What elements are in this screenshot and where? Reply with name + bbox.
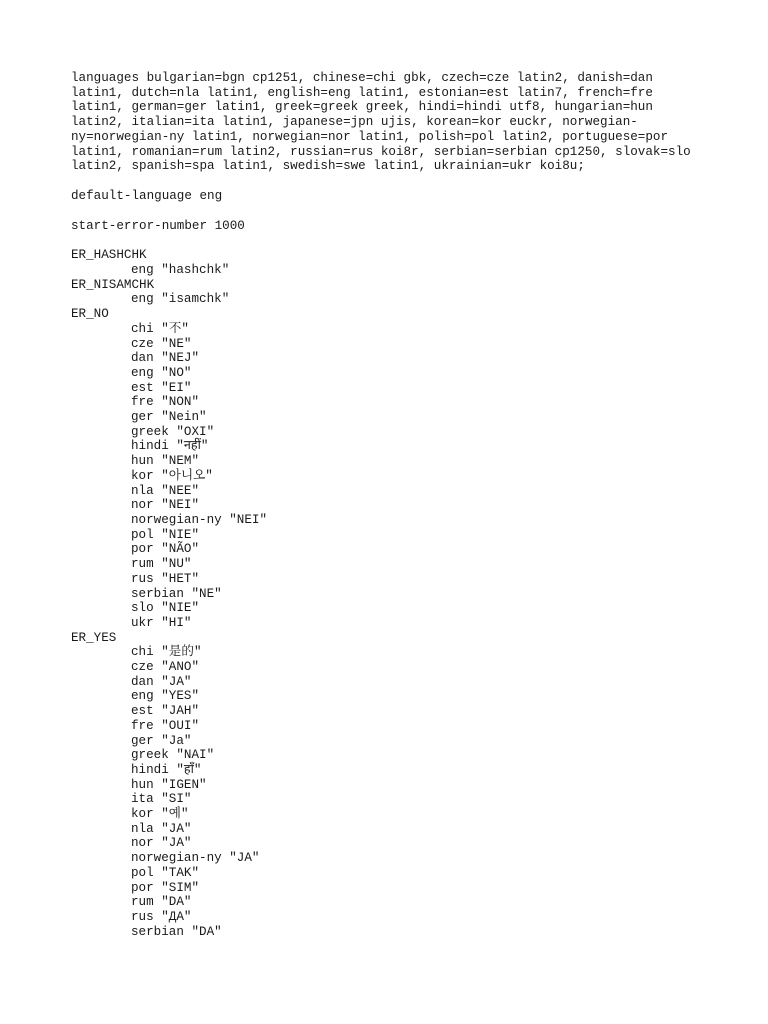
error-message-entry: por "NÃO" — [131, 542, 200, 557]
languages-declaration: languages bulgarian=bgn cp1251, chinese=chi gbk, czech=cze latin2, danish=dan latin1, dutch=nla latin1, english=eng latin1, estonian=est latin7, french=fre latin1, german=ger latin1, greek=greek greek, hindi=hindi utf8, hungarian=hun latin2, italian=ita latin1, japanese=jpn ujis, korean=kor euckr, norwegian-ny=norwegian-ny latin1, norwegian=nor latin1, polish=pol latin2, portuguese=por latin1, romanian=rum latin2, russian=rus koi8r, serbian=serbian cp1250, slovak=slo latin2, spanish=spa latin1, swedish=swe latin1, ukrainian=ukr koi8u; — [71, 71, 699, 174]
error-block — [71, 278, 711, 307]
error-message-entry: fre "OUI" — [131, 718, 200, 733]
document-page — [71, 71, 711, 939]
error-message-entry: ger "Ja" — [131, 733, 192, 748]
error-message-entry: eng "YES" — [131, 689, 200, 704]
error-message-entry: cze "NE" — [131, 336, 192, 351]
error-message-entry: norwegian-ny "NEI" — [131, 512, 268, 527]
spacer — [71, 174, 711, 189]
error-message-entry: ita "SI" — [131, 792, 192, 807]
error-message-entry: hindi "नहीं" — [131, 439, 209, 454]
error-message-entry: ger "Nein" — [131, 410, 207, 425]
error-block — [71, 631, 711, 940]
error-message-entry: eng "NO" — [131, 365, 192, 380]
error-message-entry: slo "NIE" — [131, 601, 200, 616]
error-name: ER_HASHCHK — [71, 248, 147, 263]
error-message-entry: hun "NEM" — [131, 454, 200, 469]
spacer — [71, 204, 711, 219]
error-message-entry: est "EI" — [131, 380, 192, 395]
error-message-entry: est "JAH" — [131, 704, 200, 719]
error-name: ER_YES — [71, 630, 117, 645]
error-message-entry: rum "NU" — [131, 557, 192, 572]
error-message-entry: eng "hashchk" — [131, 263, 230, 278]
error-message-entry: por "SIM" — [131, 880, 200, 895]
error-message-entry: nor "NEI" — [131, 498, 200, 513]
error-message-entry: chi "不" — [131, 321, 189, 336]
error-message-entry: eng "isamchk" — [131, 292, 230, 307]
error-name: ER_NO — [71, 307, 109, 322]
error-block — [71, 248, 711, 277]
error-message-entry: nor "JA" — [131, 836, 192, 851]
start-error-number-line: start-error-number 1000 — [71, 218, 245, 233]
error-message-entry: ukr "НІ" — [131, 615, 192, 630]
error-message-entry: rus "НЕТ" — [131, 571, 200, 586]
error-message-entry: greek "NAI" — [131, 748, 215, 763]
error-message-entry: pol "NIE" — [131, 527, 200, 542]
error-message-entry: rum "DA" — [131, 895, 192, 910]
error-message-entry: dan "NEJ" — [131, 351, 200, 366]
default-language-line: default-language eng — [71, 188, 223, 203]
error-name: ER_NISAMCHK — [71, 277, 155, 292]
error-message-entry: fre "NON" — [131, 395, 200, 410]
spacer — [71, 233, 711, 248]
error-message-entry: pol "TAK" — [131, 865, 200, 880]
error-message-entry: nla "NEE" — [131, 483, 200, 498]
error-message-entry: serbian "NE" — [131, 586, 222, 601]
error-message-entry: hindi "हाँ" — [131, 762, 202, 777]
error-message-entry: chi "是的" — [131, 645, 202, 660]
error-message-entry: kor "예" — [131, 807, 189, 822]
error-message-entry: greek "OXI" — [131, 424, 215, 439]
error-message-entry: norwegian-ny "JA" — [131, 851, 260, 866]
error-message-entry: nla "JA" — [131, 821, 192, 836]
error-message-entry: hun "IGEN" — [131, 777, 207, 792]
error-message-entry: rus "ДА" — [131, 909, 192, 924]
error-message-entry: cze "ANO" — [131, 660, 200, 675]
error-message-entry: kor "아니오" — [131, 468, 213, 483]
error-message-entry: dan "JA" — [131, 674, 192, 689]
error-definitions — [71, 248, 711, 939]
error-block — [71, 307, 711, 630]
error-message-entry: serbian "DA" — [131, 924, 222, 939]
